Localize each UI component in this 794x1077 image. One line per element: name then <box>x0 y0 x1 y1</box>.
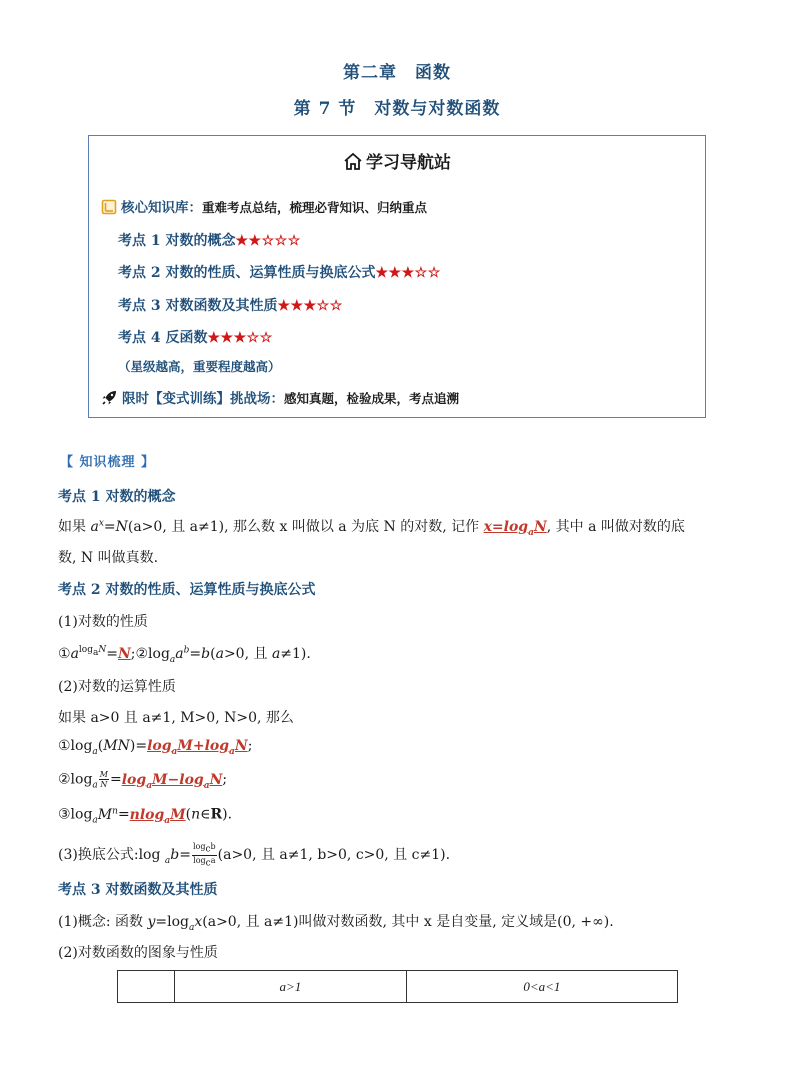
log-quotient-rule: $②\log_a$ $\frac{M}{N}$ $=\log_aM-\log_aN$; <box>58 770 228 791</box>
table-row <box>118 971 678 1003</box>
nav-point-label: 考点 2 对数的性质、运算性质与换底公式 <box>118 265 376 281</box>
nav-title: 学习导航站 <box>366 153 451 173</box>
book-icon <box>101 199 117 215</box>
text-run: (3)换底公式: <box>58 847 139 864</box>
kp1-definition-cont: 数, N 叫做真数. <box>58 550 159 566</box>
star-note: （星级越高，重要程度越高） <box>118 359 281 374</box>
training-label: 限时【变式训练】挑战场： <box>122 391 284 407</box>
nav-point <box>118 262 441 282</box>
kp2-condition: 如果 a>0 且 a≠1, M>0, N>0, 那么 <box>58 710 294 726</box>
kp3-title: 考点 3 对数函数及其性质 <box>58 882 218 898</box>
answer-blank: $x=\log_aN$ <box>483 519 547 538</box>
nav-point <box>118 295 343 315</box>
core-knowledge-line <box>101 196 427 216</box>
text-run: x=log <box>483 519 529 535</box>
kp3-concept: (1)概念: 函数 $y=\log_ax(a>0$, 且 a≠1)叫做对数函数, 其中 x 是自变量, 定义域是(0, +∞). <box>58 914 614 933</box>
table-cell: a>1 <box>175 971 407 1003</box>
nav-point-label: 考点 3 对数函数及其性质 <box>118 298 278 314</box>
change-of-base-formula: (3)换底公式:log $_a$b= $\frac{\log_cb}{\log_ca}$ (a>0, 且 a≠1, b>0, c>0, 且 c≠1). <box>58 842 451 869</box>
text-run: (a>0, 且 a≠1), 那么数 x 叫做以 a 为底 N 的对数, 记作 <box>127 519 484 535</box>
nav-point-label: 考点 1 对数的概念 <box>118 233 236 249</box>
kp2-sub1: (1)对数的性质 <box>58 614 148 630</box>
text-run: (a>0, 且 a≠1)叫做对数函数, 其中 x 是自变量, 定义域是(0, +∞). <box>202 914 614 930</box>
rocket-icon <box>101 389 118 406</box>
star-rating: ★★☆☆☆ <box>235 233 301 249</box>
kp2-sub2: (2)对数的运算性质 <box>58 679 176 695</box>
log-product-rule: $①\log_a(MN)=\log_aM+\log_aN$; <box>58 738 253 757</box>
home-icon <box>343 152 363 171</box>
log-power-rule: $③\log_aM^n=nlog_aM(n\in R)$. <box>58 806 233 826</box>
kp3-graph-title: (2)对数函数的图象与性质 <box>58 945 218 961</box>
knowledge-header: 【 知识梳理 】 <box>60 455 156 470</box>
log-function-table <box>117 970 678 1003</box>
chapter-title: 第二章 函数 <box>343 63 451 83</box>
text-run: (a>0, 且 a≠1, b>0, c>0, 且 c≠1). <box>217 847 451 864</box>
nav-heading <box>0 148 794 173</box>
nav-point-label: 考点 4 反函数 <box>118 330 208 346</box>
core-desc: 重难考点总结，梳理必背知识、归纳重点 <box>202 200 428 215</box>
section-title: 第 7 节 对数与对数函数 <box>293 99 501 119</box>
star-rating: ★★★☆☆ <box>277 298 343 314</box>
training-line <box>101 387 459 407</box>
text-run: 如果 <box>58 519 91 535</box>
star-rating: ★★★☆☆ <box>375 265 441 281</box>
text-run: (1)概念: 函数 <box>58 914 148 930</box>
kp2-title: 考点 2 对数的性质、运算性质与换底公式 <box>58 582 316 598</box>
text-run: , 其中 a 叫做对数的底 <box>546 519 685 535</box>
star-rating: ★★★☆☆ <box>207 330 273 346</box>
table-cell: 0<a<1 <box>406 971 677 1003</box>
nav-point <box>118 230 301 250</box>
core-label: 核心知识库： <box>121 200 202 216</box>
nav-point <box>118 327 273 347</box>
training-desc: 感知真题，检验成果，考点追溯 <box>284 391 460 406</box>
table-cell <box>118 971 175 1003</box>
log-property-formula: $①a^{log_aN}=N;②\log_aa^b=b(a>0$, 且 a≠1). <box>58 645 311 665</box>
kp1-definition: 如果 $a^x=N(a>0$, 且 a≠1), 那么数 x 叫做以 a 为底 N 的对数, 记作 $x=\log_aN$, 其中 a 叫做对数的底 <box>58 518 685 538</box>
kp1-title: 考点 1 对数的概念 <box>58 489 176 505</box>
